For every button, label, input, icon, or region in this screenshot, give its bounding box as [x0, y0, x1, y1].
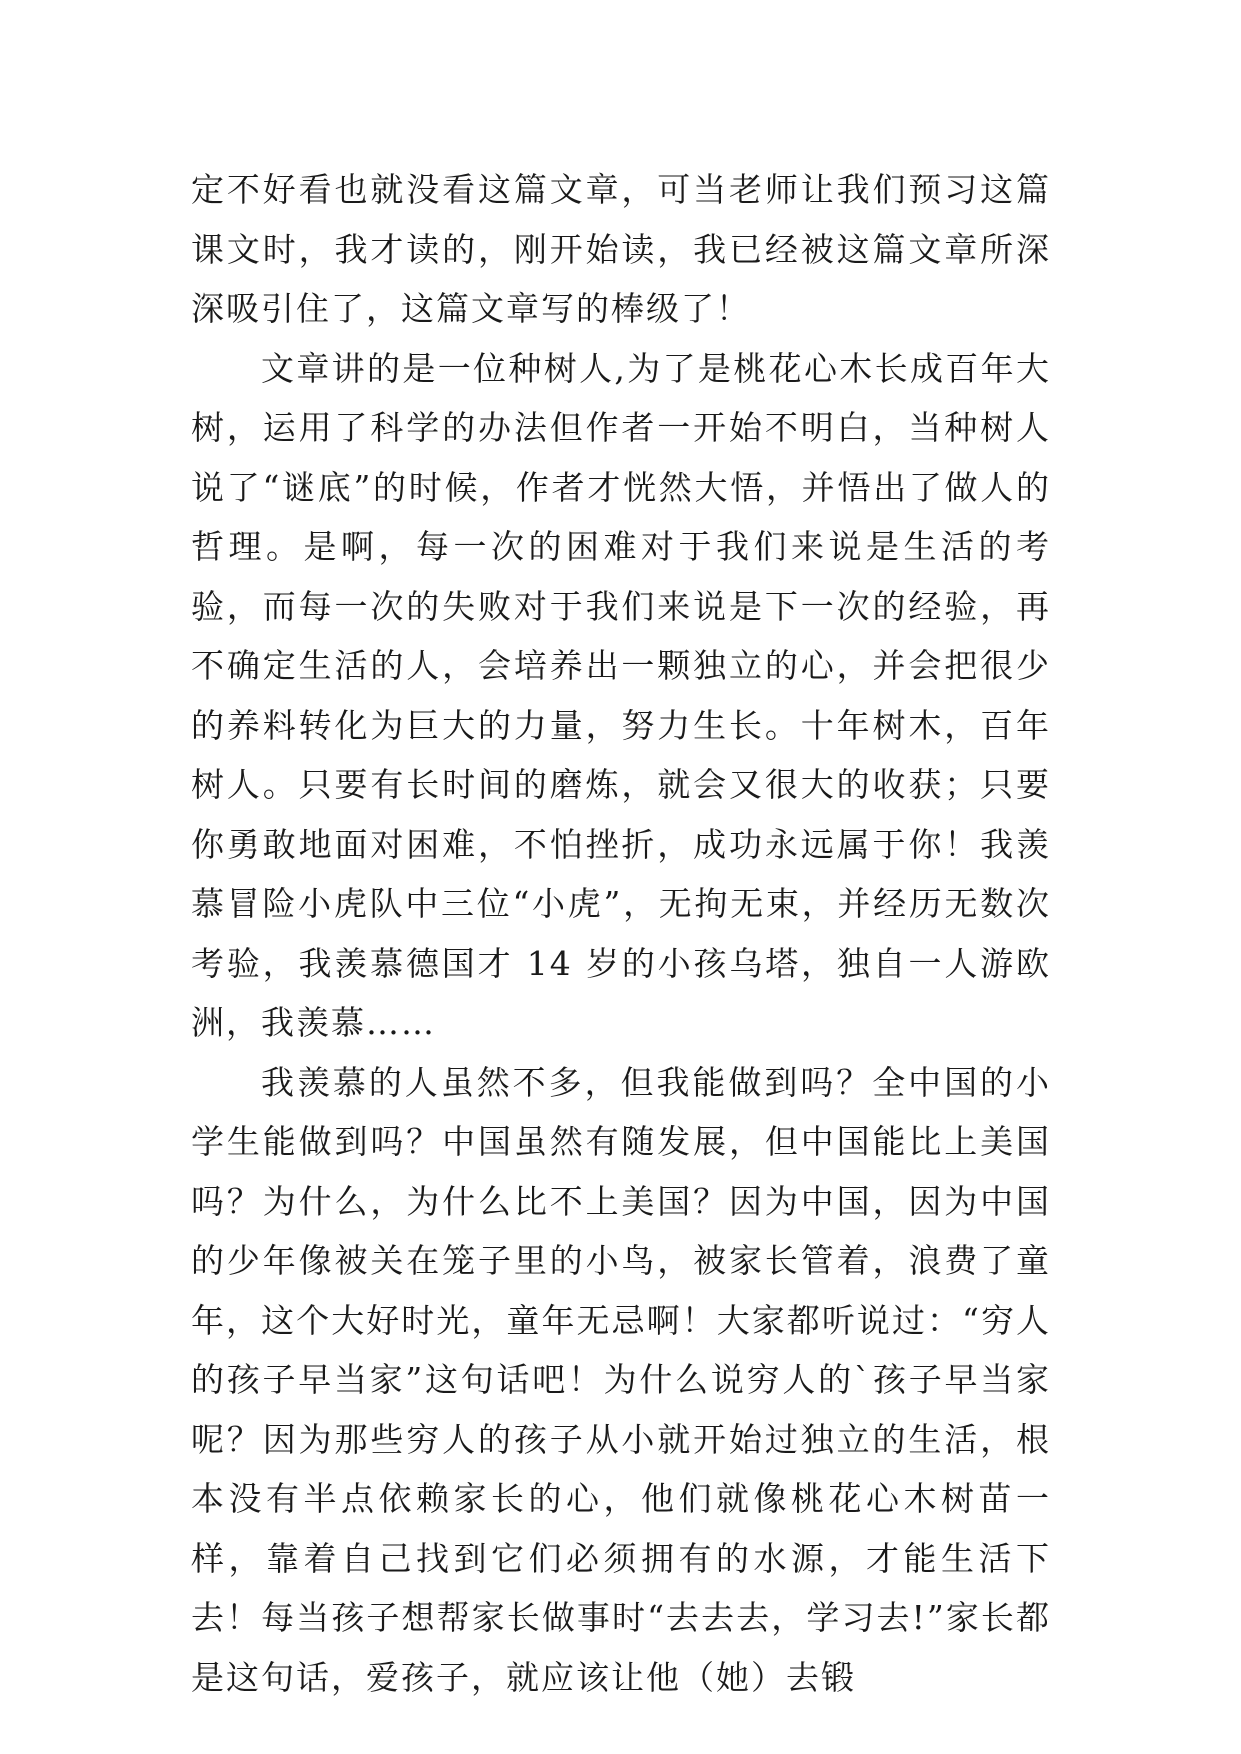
- paragraph-1: 定不好看也就没看这篇文章，可当老师让我们预习这篇课文时，我才读的，刚开始读，我已经被这篇文章所深深吸引住了，这篇文章写的棒级了！: [191, 170, 1051, 328]
- paragraph-2: 文章讲的是一位种树人,为了是桃花心木长成百年大树，运用了科学的办法但作者一开始不明白，当种树人说了“谜底”的时候，作者才恍然大悟，并悟出了做人的哲理。是啊，每一次的困难对于我们来说是生活的考验，而每一次的失败对于我们来说是下一次的经验，再不确定生活的人，会培养出一颗独立的心，并会把很少的养料转化为巨大的力量，努力生长。十年树木，百年树人。只要有长时间的磨炼，就会又很大的收获；只要你勇敢地面对困难，不怕挫折，成功永远属于你！我羡慕冒险小虎队中三位“小虎”，无拘无束，并经历无数次考验，我羡慕德国才 14 岁的小孩乌塔，独自一人游欧洲，我羡慕……: [191, 348, 1051, 1042]
- paragraph-3: 我羡慕的人虽然不多，但我能做到吗？全中国的小学生能做到吗？中国虽然有随发展，但中国能比上美国吗？为什么，为什么比不上美国？因为中国，因为中国的少年像被关在笼子里的小鸟，被家长管着，浪费了童年，这个大好时光，童年无忌啊！大家都听说过：“穷人的孩子早当家”这句话吧！为什么说穷人的`孩子早当家呢？因为那些穷人的孩子从小就开始过独立的生活，根本没有半点依赖家长的心，他们就像桃花心木树苗一样，靠着自己找到它们必须拥有的水源，才能生活下去！每当孩子想帮家长做事时“去去去，学习去!”家长都是这句话，爱孩子，就应该让他（她）去锻: [191, 1062, 1051, 1697]
- body-text: [191, 160, 1051, 1707]
